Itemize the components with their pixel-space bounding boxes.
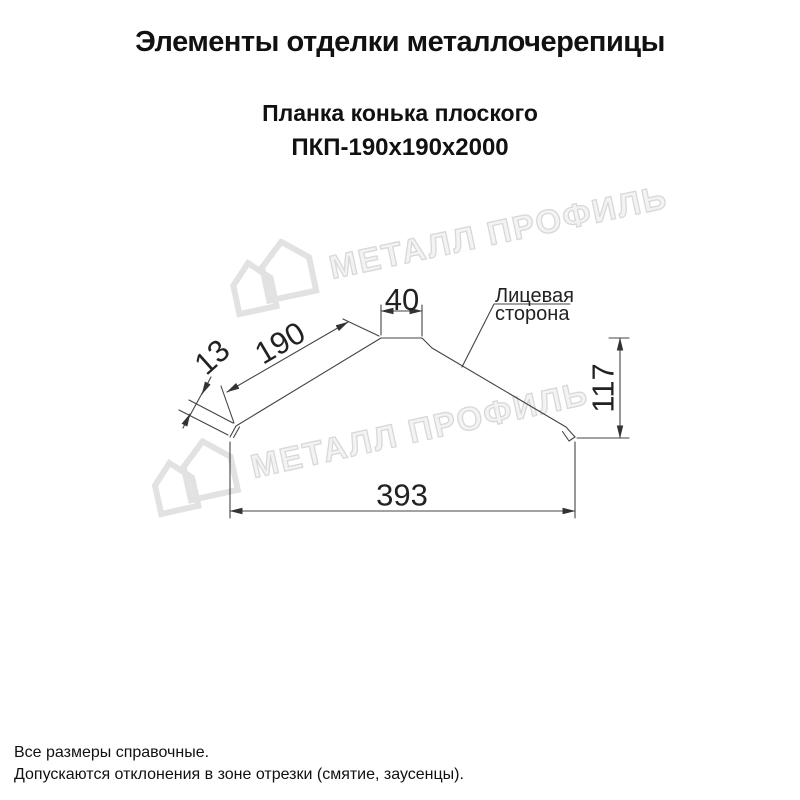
dim-label-hem: 13 — [187, 332, 237, 382]
watermark-text: МЕТАЛЛ ПРОФИЛЬ — [325, 177, 671, 286]
page-title: Элементы отделки металлочерепицы — [135, 26, 665, 58]
front-side-label: Лицевая сторона — [495, 285, 575, 325]
footer-note-1: Все размеры справочные. — [14, 744, 210, 761]
dim13-extension-lines — [179, 400, 233, 435]
dim-label-slope: 190 — [248, 314, 312, 372]
dim-label-top-flat: 40 — [384, 282, 420, 317]
profile-right-hem-fold — [563, 432, 576, 442]
watermark-text: МЕТАЛЛ ПРОФИЛЬ — [247, 373, 592, 485]
dim13-arrow-lower — [183, 414, 190, 428]
footer-note-2: Допускаются отклонения в зоне отрезки (смятие, заусенцы). — [14, 766, 464, 783]
dim-label-total-width: 393 — [376, 477, 428, 513]
product-name: Планка конька плоского — [262, 100, 538, 126]
dim-label-height: 117 — [585, 363, 621, 413]
product-code: ПКП-190х190х2000 — [291, 134, 509, 161]
